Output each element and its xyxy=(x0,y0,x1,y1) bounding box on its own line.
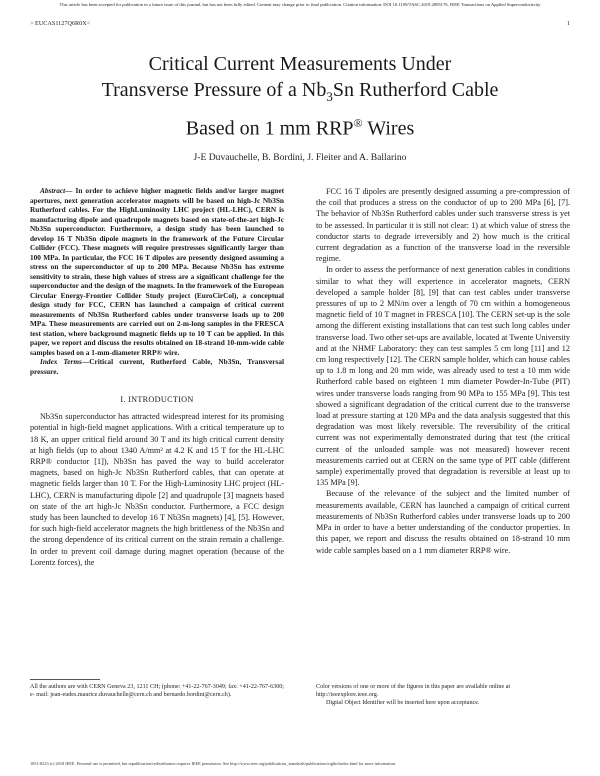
author-list: J-E Duvauchelle, B. Bordini, J. Fleiter and A. Ballarino xyxy=(193,152,407,163)
author-affiliation-footnote: All the authors are with CERN Geneva 23, 1211 CH; (phone: +41-22-767-3049; fax: +41-22-767-6300; e- mail: jean-eudes.maurice.duvauchelle@cern.ch and bernardo.bordini@cern.ch). xyxy=(30,684,284,698)
paper-title xyxy=(40,51,560,142)
left-column xyxy=(30,186,284,568)
body-paragraph: Because of the relevance of the subject and the limited number of measurements available, CERN has launched a campaign of critical current measurements of Nb3Sn Rutherford cables under transverse loads up to 200 MPa in order to have a better understanding of the conductor properties. In this paper, we report and discuss the results obtained on 18-strand 10 mm wide cable samples based on a 1 mm diameter RRP® wire. xyxy=(316,489,570,555)
intro-paragraph: Nb3Sn superconductor has attracted widespread interest for its promising potential in high-field magnet applications. With a critical temperature up to 18 K, an upper critical field around 30 T and its high critical current density at high fields (up to about 1340 A/mm² at 4.2 K and 15 T for the HL-LHC RRP® conductor [1]), Nb3Sn has paved the way to build accelerator magnets, based on high-Jc Nb3Sn Rutherford cables, that can operate at magnetic fields larger than 10 T. For the High-Luminosity LHC project (HL-LHC), CERN is manufacturing dipole [2] and quadrupole [3] magnets based on state of the art high-Jc Nb3Sn conductor. Furthermore, a FCC design study has been launched to develop 16 T Nb3Sn magnets) [4], [5]. However, for such high-field accelerator magnets the high brittleness of the Nb3Sn and the strong dependence of its critical current on the strain remain a challenge. In order to prevent coil damage during magnet operation (because of the Lorentz forces), the xyxy=(30,412,284,567)
body-paragraph: FCC 16 T dipoles are presently designed assuming a pre-compression of the coil that produces a stress on the conductor of up to 200 MPa [6], [7]. The behavior of Nb3Sn Rutherford cables under such transverse stress is yet to be assessed. In particular it is still not clear: 1) at which value of stress the conductor starts to degrade irreversibly and 2) how much is the critical current degradation as a function of the transverse load in the reversible regime. xyxy=(316,187,570,264)
section-heading-introduction: I. INTRODUCTION xyxy=(120,395,194,404)
page-number: 1 xyxy=(566,20,570,27)
title-line-3: Based on 1 mm RRP® Wires xyxy=(185,116,415,140)
index-terms: Index Terms—Critical current, Rutherford Cable, Nb3Sn, Transversal pressure. xyxy=(30,357,284,376)
body-paragraph: In order to assess the performance of next generation cables in conditions similar to what they will experience in accelerator magnets, CERN developed a sample holder [8], [9] that can test cables under transverse pressures of up to 2 MN/m over a length of 70 cm within a homogeneous magnetic field of 10 T magnet in FRESCA [10]. The CERN set-up is the sole among the different existing installations that can test such long cables under transverse load. Two other set-ups are available, located at Twente University and at the NHMF Laboratory: they can test samples 5 cm long [11] and 12 cm long respectively [12]. The CERN sample holder, which can house cables up to 1.8 m long and 20 mm wide, was already used to test a 10 mm wide Rutherford cable based on eighteen 1 mm diameter Powder-In-Tube (PIT) wires under transverse loads ranging from 90 MPa to 155 MPa [9]. This test showed a significant degradation of the critical current due to the transverse load at pressure starting at 120 MPa and the data analysis suggested that this degradation was most likely reversible. The reversibility of the critical current was not experimentally demonstrated during that test (the critical current of the unloaded sample was not measured) however recent measurements carried out at CERN on the same type of PIT cable (different sample) experimentally proved that degradation is reversible at least up to 135 MPa [9]. xyxy=(316,265,570,488)
copyright-line: 1051-8223 (c) 2018 IEEE. Personal use is permitted, but republication/redistribution requires IEEE permission. See http://www.ieee.org/publications_standards/publications/rights/index.html for more information. xyxy=(30,761,396,766)
color-version-footnote: Color versions of one or more of the figures in this paper are available online at http://ieeexplore.ieee.org. Digital Object Identifier will be inserted here upon acceptance. xyxy=(316,684,511,706)
journal-banner: This article has been accepted for publication in a future issue of this journal, but has not been fully edited. Content may change prior to final publication. Citation information: DOI 10.1109/TASC.2019.2895176, IEEE Transactions on Applied Superconductivity xyxy=(59,2,541,7)
right-column xyxy=(316,186,570,556)
title-line-1: Critical Current Measurements Under xyxy=(148,53,452,75)
abstract: Abstract— In order to achieve higher magnetic fields and/or larger magnet apertures, next generation accelerator magnets will be based on high-Jc Nb3Sn Rutherford cables. For the HighLuminosity LHC project (HL-LHC), CERN is manufacturing dipole and quadrupole magnets based on state-of-the-art high-Jc Nb3Sn superconductor. Furthermore, a design study has been launched to develop 16 T Nb3Sn dipole magnets in the framework of the Future Circular Collider (FCC). These magnets will require prestresses significantly larger than 100 MPa. In particular, the FCC 16 T dipoles are presently designed assuming a stress on the superconductor of up to 200 MPa. Because Nb3Sn has extreme sensitivity to strain, these high values of stress are a significant challenge for the superconductor and the design of the magnets. In the framework of the European Circular Energy-Frontier Collider Study project (EuroCirCol), a conceptual design study for FCC, CERN has launched a campaign of critical current measurements of Nb3Sn Rutherford cables under transverse loads up to 200 MPa. These measurements are carried out on 2-m-long samples in the FRESCA test station, where background magnetic fields up to 10 T can be applied. In this paper, we report and discuss the results obtained on 18-strand 10-mm-wide cable samples based on a 1-mm-diameter RRP® wire. xyxy=(30,186,284,357)
title-line-2: Transverse Pressure of a $Nb_3Sn$ Rutherford Cable xyxy=(101,79,499,104)
footnote-divider xyxy=(30,679,100,680)
header-code: > EUCAS1127Q6R0X< xyxy=(30,20,91,27)
